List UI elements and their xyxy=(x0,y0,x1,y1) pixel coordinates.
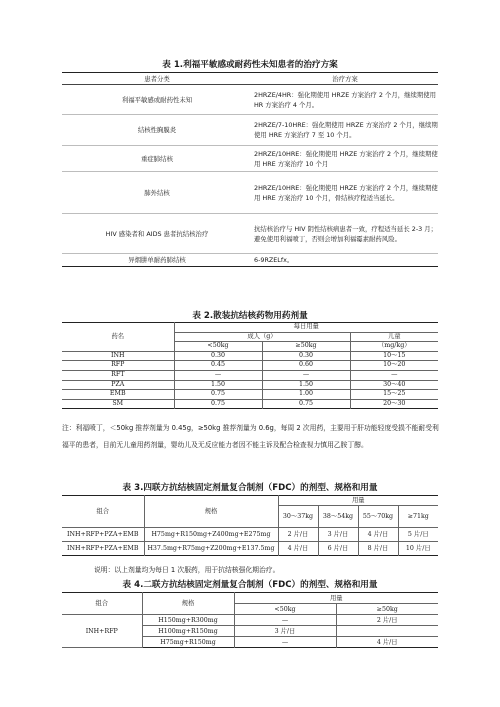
header-dose: 用量 xyxy=(278,496,438,506)
plan-cell: 6-9RZELfx。 xyxy=(254,256,294,264)
header-drug: 药名 xyxy=(62,323,174,352)
spec-cell: H37.5mg+R75mg+Z200mg+E137.5mg xyxy=(144,542,278,556)
spec-cell: H75mg+R150mg xyxy=(142,637,234,648)
dose-cell: 3 片/日 xyxy=(318,528,358,542)
ge50-cell: 0.30 xyxy=(262,351,350,361)
ge50-cell: 1.00 xyxy=(262,390,350,400)
ge50-cell: 1.50 xyxy=(262,380,350,390)
spec-cell: H150mg+R300mg xyxy=(142,615,234,626)
dose-cell: 4 片/日 xyxy=(336,637,438,648)
spec-cell: H100mg+R150mg xyxy=(142,626,234,637)
lt50-cell: 0.75 xyxy=(174,390,262,400)
treatment-plan-table xyxy=(62,72,438,267)
table-row xyxy=(62,254,438,267)
dose-cell: — xyxy=(234,615,336,626)
header-weight-4: ≥71kg xyxy=(398,506,438,528)
header-dose: 用量 xyxy=(234,593,438,604)
header-weight-2: 38～54kg xyxy=(318,506,358,528)
ge50-cell: 0.60 xyxy=(262,361,350,371)
category-cell: HIV 感染者和 AIDS 患者抗结核治疗 xyxy=(62,214,252,254)
group-cell: INH+RFP+PZA+EMB xyxy=(62,528,144,542)
lt50-cell: 1.50 xyxy=(174,380,262,390)
spec-cell: H75mg+R150mg+Z400mg+E275mg xyxy=(144,528,278,542)
dose-cell: 6 片/日 xyxy=(318,542,358,556)
header-lt50: <50kg xyxy=(234,604,336,615)
header-lt50: <50kg xyxy=(174,342,262,352)
table-row xyxy=(62,399,438,409)
table-row xyxy=(62,528,438,542)
header-ge50: ≥50kg xyxy=(336,604,438,615)
ge50-cell: — xyxy=(262,370,350,380)
table-header-row xyxy=(62,323,438,333)
dose-cell: 2 片/日 xyxy=(336,615,438,626)
header-category: 患者分类 xyxy=(62,73,252,85)
drug-cell: INH xyxy=(62,351,174,361)
plan-cell: 2HRZE/10HRE：强化期使用 HRZE 方案治疗 2 个月，继续期使用 HRE 方案治疗 10 个月 xyxy=(252,146,438,172)
category-cell: 结核性胸膜炎 xyxy=(62,115,252,146)
child-cell: — xyxy=(350,370,438,380)
table-row xyxy=(62,615,438,626)
table2-title: 表 2.散装抗结核药物用药剂量 xyxy=(192,311,308,321)
header-spec: 规格 xyxy=(142,593,234,615)
child-cell: 15～25 xyxy=(350,390,438,400)
category-cell: 肺外结核 xyxy=(62,172,252,214)
dose-cell: 2 片/日 xyxy=(278,528,318,542)
table-row xyxy=(62,361,438,371)
dosage-table xyxy=(62,322,438,409)
drug-cell: SM xyxy=(62,399,174,409)
lt50-cell: — xyxy=(174,370,262,380)
table3-note: 说明：以上剂量均为每日 1 次服药，用于抗结核强化期治疗。 xyxy=(94,566,280,574)
header-child: 儿童 xyxy=(350,332,438,342)
dose-cell: 10 片/日 xyxy=(398,542,438,556)
table-header-row xyxy=(62,73,438,85)
dose-cell: 4 片/日 xyxy=(358,528,398,542)
table-row xyxy=(62,85,438,115)
header-child-unit: （mg/kg） xyxy=(350,342,438,352)
child-cell: 20～30 xyxy=(350,399,438,409)
table-row xyxy=(62,380,438,390)
lt50-cell: 0.45 xyxy=(174,361,262,371)
plan-cell: 2HRZE/10HRE：强化期使用 HRZE 方案治疗 2 个月，继续期使用 HRE 方案治疗 10 个月，骨结核疗程适当延长。 xyxy=(252,172,438,214)
four-drug-fdc-table xyxy=(62,495,438,556)
lt50-cell: 0.75 xyxy=(174,399,262,409)
plan-cell: 2HRZE/7-10HRE：强化期使用 HRZE 方案治疗 2 个月，继续期使用 HRE 方案治疗 7 至 10 个月。 xyxy=(252,115,438,146)
dose-cell: 5 片/日 xyxy=(398,528,438,542)
table-header-row xyxy=(62,593,438,604)
table-row xyxy=(62,390,438,400)
category-cell: 异烟肼单耐药肺结核 xyxy=(128,256,186,264)
child-cell: 10～20 xyxy=(350,361,438,371)
dose-cell: — xyxy=(234,637,336,648)
group-cell: INH+RFP+PZA+EMB xyxy=(62,542,144,556)
table-row xyxy=(62,214,438,254)
header-group: 组合 xyxy=(62,593,142,615)
drug-cell: PZA xyxy=(62,380,174,390)
child-cell: 30～40 xyxy=(350,380,438,390)
drug-cell: RFT xyxy=(62,370,174,380)
category-cell: 利福平敏感或耐药性未知 xyxy=(62,85,252,115)
table-row xyxy=(62,542,438,556)
table-header-row xyxy=(62,496,438,506)
plan-cell: 2HRZE/4HR：强化期使用 HRZE 方案治疗 2 个月，继续期使用 HR 方案治疗 4 个月。 xyxy=(252,85,438,115)
header-spec: 规格 xyxy=(144,496,278,528)
drug-cell: RFP xyxy=(62,361,174,371)
header-weight-3: 55～70kg xyxy=(358,506,398,528)
dose-cell: 3 片/日 xyxy=(234,626,336,637)
table-row xyxy=(62,115,438,146)
ge50-cell: 0.75 xyxy=(262,399,350,409)
plan-cell: 抗结核治疗与 HIV 阴性结核病患者一致，疗程适当延长 2-3 月；避免使用利福喷丁，否则会增加利福霉素耐药风险。 xyxy=(252,214,438,254)
lt50-cell: 0.30 xyxy=(174,351,262,361)
table-row xyxy=(62,172,438,214)
header-weight-1: 30～37kg xyxy=(278,506,318,528)
header-daily: 每日用量 xyxy=(174,323,438,333)
table3-title: 表 3.四联方抗结核固定剂量复合制剂（FDC）的剂型、规格和用量 xyxy=(122,483,378,493)
child-cell: 10～15 xyxy=(350,351,438,361)
table-row xyxy=(62,370,438,380)
two-drug-fdc-table xyxy=(62,592,438,648)
header-adult: 成人（g） xyxy=(174,332,350,342)
dose-cell: 4 片/日 xyxy=(278,542,318,556)
header-group: 组合 xyxy=(62,496,144,528)
category-cell: 重症肺结核 xyxy=(62,146,252,172)
header-ge50: ≥50kg xyxy=(262,342,350,352)
dose-cell xyxy=(336,626,438,637)
drug-cell: EMB xyxy=(62,390,174,400)
dose-cell: 8 片/日 xyxy=(358,542,398,556)
table-row xyxy=(62,351,438,361)
table1-title: 表 1.利福平敏感或耐药性未知患者的治疗方案 xyxy=(162,60,338,70)
table4-title: 表 4.二联方抗结核固定剂量复合制剂（FDC）的剂型、规格和用量 xyxy=(122,580,378,590)
table2-note: 注：利福喷丁，＜50kg 推荐剂量为 0.45g，≥50kg 推荐剂量为 0.6g，每周 2 次用药，主要用于肝功能轻度受损不能耐受利福平的患者，目前无儿童用药剂量，婴幼儿及无反应能力者因不能主诉及配合检查视力慎用乙胺丁醇。 xyxy=(62,424,439,449)
table-row xyxy=(62,146,438,172)
group-cell: INH+RFP xyxy=(62,615,142,648)
header-plan: 治疗方案 xyxy=(252,73,438,85)
